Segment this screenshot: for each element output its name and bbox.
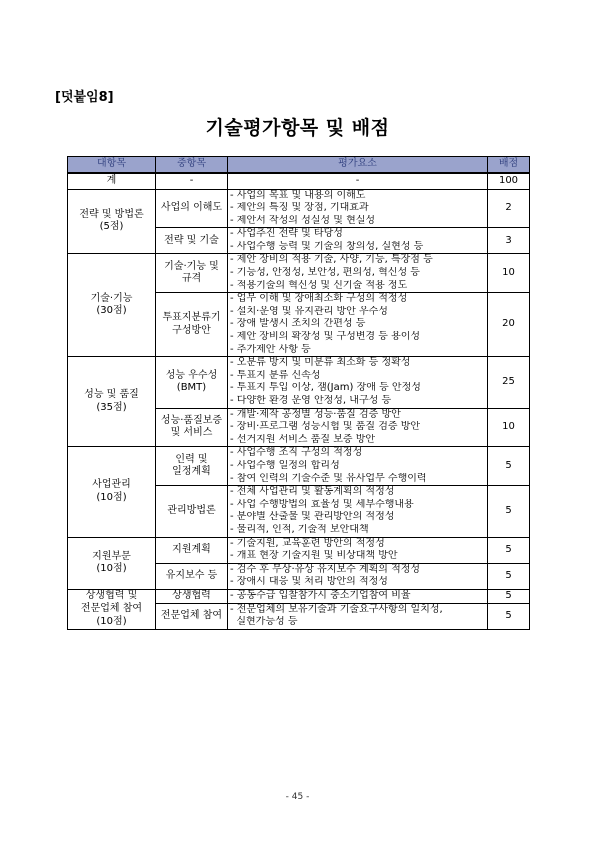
subcategory-name-line: 성능·품질보증: [160, 414, 223, 426]
criteria-cell: [228, 293, 488, 357]
subcategory-cell: [156, 408, 228, 447]
subcategory-cell: [156, 254, 228, 293]
total-label: 계: [68, 173, 156, 189]
table-row: [68, 589, 530, 603]
score-cell: 5: [488, 486, 530, 537]
criteria-item: - 개발·제작 공정별 성능·품질 검증 방안: [230, 408, 401, 420]
table-row: [68, 189, 530, 228]
criteria-cell: [228, 357, 488, 408]
subcategory-name-line: 전문업체 참여: [160, 609, 223, 621]
table-row: [68, 357, 530, 408]
criteria-item: - 기술지원, 교육훈련 방안의 적정성: [230, 537, 385, 549]
criteria-cell: [228, 563, 488, 589]
header-score: 배점: [488, 157, 530, 174]
subcategory-name-line: 기술·기능 및: [164, 260, 219, 272]
subcategory-name-line: 구성방안: [172, 324, 211, 336]
score-cell: 5: [488, 537, 530, 563]
category-name-line: (10점): [96, 491, 127, 503]
subcategory-name-line: 및 서비스: [170, 427, 213, 439]
subcategory-name-line: 상생협력: [172, 589, 211, 601]
score-cell: 10: [488, 254, 530, 293]
criteria-item: - 적용기술의 혁신성 및 신기술 적용 정도: [230, 279, 408, 291]
category-name-line: (10점): [96, 563, 127, 575]
criteria-item: - 제안 장비의 확장성 및 구성변경 등 용이성: [230, 331, 421, 343]
criteria-item: - 제안 장비의 적용 기술, 사양, 기능, 특장점 등: [230, 254, 433, 266]
criteria-item: - 기능성, 안정성, 보안성, 편의성, 혁신성 등: [230, 267, 420, 279]
header-criteria: 평가요소: [228, 157, 488, 174]
criteria-item: - 사업추진 전략 및 타당성: [230, 228, 343, 240]
category-name-line: 사업관리: [92, 479, 131, 491]
criteria-item: - 장애시 대응 및 처리 방안의 적정성: [230, 576, 388, 588]
criteria-item: - 사업의 목표 및 내용의 이해도: [230, 189, 366, 201]
score-cell: 5: [488, 447, 530, 486]
criteria-cell: [228, 603, 488, 629]
total-criteria: -: [228, 173, 488, 189]
criteria-cell: [228, 189, 488, 228]
criteria-item: - 설치·운영 및 유지관리 방안 우수성: [230, 305, 388, 317]
criteria-item: - 개표 현장 기술지원 및 비상대책 방안: [230, 550, 398, 562]
category-cell: [68, 537, 156, 589]
subcategory-cell: [156, 589, 228, 603]
criteria-item: - 사업수행 일정의 합리성: [230, 459, 340, 471]
category-name-line: (10점): [96, 615, 127, 627]
criteria-item: 실현가능성 등: [230, 616, 298, 628]
score-cell: 5: [488, 589, 530, 603]
criteria-item: - 투표지 투입 이상, 잼(Jam) 장애 등 안정성: [230, 382, 421, 394]
subcategory-cell: [156, 603, 228, 629]
subcategory-name-line: 지원계획: [172, 543, 211, 555]
table-row: [68, 254, 530, 293]
criteria-item: - 선거지원 서비스 품질 보증 방안: [230, 433, 376, 445]
subcategory-name-line: (BMT): [176, 382, 207, 394]
header-category: 대항목: [68, 157, 156, 174]
criteria-item: - 물리적, 인적, 기술적 보안대책: [230, 523, 369, 535]
criteria-item: - 분야별 산출물 및 관리방안의 적정성: [230, 511, 395, 523]
subcategory-cell: [156, 486, 228, 537]
header-subcategory: 중항목: [156, 157, 228, 174]
category-name-line: 전문업체 참여: [80, 603, 143, 614]
criteria-item: - 사업 수행방법의 효율성 및 세부수행내용: [230, 498, 414, 510]
attachment-label: [덧붙임8]: [55, 90, 114, 105]
category-cell: [68, 189, 156, 254]
total-row: [68, 173, 530, 189]
criteria-cell: [228, 254, 488, 293]
category-name-line: 전략 및 방법론: [79, 208, 144, 220]
category-name-line: 지원부문: [92, 550, 131, 562]
subcategory-name-line: 전략 및 기술: [164, 234, 219, 246]
category-cell: [68, 589, 156, 629]
criteria-item: - 검수 후 무상·유상 유지보수 계획의 적정성: [230, 563, 421, 575]
subcategory-name-line: 성능 우수성: [165, 369, 218, 381]
criteria-cell: [228, 486, 488, 537]
criteria-item: - 전체 사업관리 및 활동계획의 적정성: [230, 486, 395, 498]
criteria-item: - 오분류 방지 및 미분류 최소화 등 정확성: [230, 357, 411, 369]
subcategory-name-line: 사업의 이해도: [160, 202, 223, 214]
score-cell: 3: [488, 228, 530, 254]
score-cell: 20: [488, 293, 530, 357]
criteria-cell: [228, 228, 488, 254]
criteria-item: - 공동수급 입찰참가시 중소기업참여 비율: [230, 589, 411, 601]
category-cell: [68, 357, 156, 447]
criteria-item: - 업무 이해 및 장애최소화 구성의 적정성: [230, 293, 408, 305]
subcategory-cell: [156, 537, 228, 563]
subcategory-name-line: 규격: [181, 273, 202, 285]
criteria-item: - 사업수행 조직 구성의 적정성: [230, 447, 363, 459]
criteria-cell: [228, 589, 488, 603]
table-row: [68, 537, 530, 563]
evaluation-table: [67, 156, 530, 630]
category-name-line: (35점): [96, 401, 127, 413]
score-cell: 5: [488, 603, 530, 629]
score-cell: 25: [488, 357, 530, 408]
category-cell: [68, 447, 156, 537]
subcategory-cell: [156, 293, 228, 357]
subcategory-name-line: 관리방법론: [167, 505, 216, 517]
criteria-item: - 장비·프로그램 성능시험 및 품질 검증 방안: [230, 421, 421, 433]
total-score: 100: [488, 173, 530, 189]
criteria-item: - 장애 발생시 조치의 간편성 등: [230, 318, 366, 330]
category-name-line: 상생협력 및: [85, 590, 138, 602]
criteria-item: - 참여 인력의 기술수준 및 유사업무 수행이력: [230, 472, 427, 484]
criteria-item: - 전문업체의 보유기술과 기술요구사항의 일치성,: [230, 603, 443, 615]
total-sub: -: [156, 173, 228, 189]
criteria-cell: [228, 447, 488, 486]
category-name-line: 성능 및 품질: [84, 389, 139, 401]
category-cell: [68, 254, 156, 357]
category-name-line: (5점): [99, 221, 124, 233]
subcategory-cell: [156, 563, 228, 589]
subcategory-name-line: 인력 및: [175, 453, 208, 465]
criteria-item: - 사업수행 능력 및 기술의 창의성, 실현성 등: [230, 240, 424, 252]
subcategory-cell: [156, 447, 228, 486]
criteria-item: - 제안의 특징 및 장점, 기대효과: [230, 202, 369, 214]
score-cell: 10: [488, 408, 530, 447]
criteria-cell: [228, 537, 488, 563]
subcategory-name-line: 유지보수 등: [165, 570, 218, 582]
category-name-line: (30점): [96, 305, 127, 317]
subcategory-cell: [156, 189, 228, 228]
document-title: 기술평가항목 및 배점: [205, 117, 390, 139]
subcategory-name-line: 투표지분류기: [162, 312, 221, 324]
criteria-item: - 제안서 작성의 성실성 및 현실성: [230, 214, 376, 226]
subcategory-cell: [156, 228, 228, 254]
subcategory-cell: [156, 357, 228, 408]
table-row: [68, 447, 530, 486]
criteria-item: - 추가제안 사항 등: [230, 343, 311, 355]
header-row: [68, 157, 530, 174]
criteria-item: - 다양한 환경 운영 안정성, 내구성 등: [230, 395, 392, 406]
page-number: - 45 -: [285, 792, 310, 802]
subcategory-name-line: 일정계획: [172, 466, 211, 478]
score-cell: 5: [488, 563, 530, 589]
criteria-item: - 투표지 분류 신속성: [230, 369, 321, 381]
criteria-cell: [228, 408, 488, 447]
category-name-line: 기술·기능: [90, 292, 133, 304]
score-cell: 2: [488, 189, 530, 228]
